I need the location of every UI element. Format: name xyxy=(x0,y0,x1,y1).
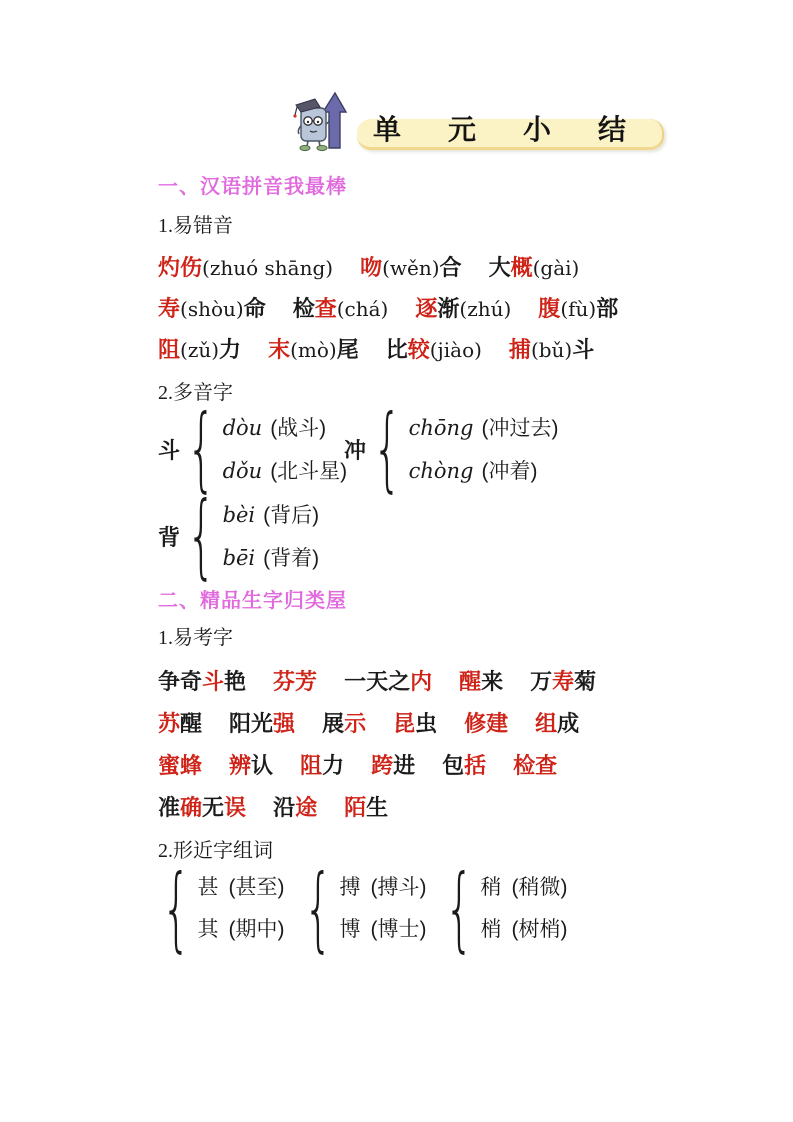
hanzi-segment: 途 xyxy=(295,795,318,820)
group-entries xyxy=(198,868,285,950)
word-item xyxy=(158,795,246,820)
entry-word: (甚至) xyxy=(228,876,285,899)
pinyin-segment: (zǔ) xyxy=(180,338,220,362)
hanzi-segment: 无 xyxy=(202,795,225,820)
entry-word: (树梢) xyxy=(511,918,568,941)
hanzi-segment: 一天之 xyxy=(344,669,411,694)
pinyin-segment: (jiào) xyxy=(429,338,482,362)
hanzi-segment: 阻 xyxy=(300,753,323,778)
lead-character: 背 xyxy=(158,524,181,550)
hanzi-segment: 比 xyxy=(385,337,408,362)
word-item xyxy=(464,711,508,736)
word-item xyxy=(513,753,557,778)
entry-word: (期中) xyxy=(228,918,285,941)
pinyin-segment: (gài) xyxy=(532,256,580,280)
word-item xyxy=(273,795,317,820)
entry-character: 甚 xyxy=(197,876,219,899)
hanzi-segment: 组 xyxy=(535,711,558,736)
word-item xyxy=(273,669,317,694)
word-item xyxy=(322,711,366,736)
entry-word: (搏斗) xyxy=(370,876,427,899)
word-item xyxy=(158,255,333,280)
pinyin-segment: (bǔ) xyxy=(530,338,573,362)
duoyinzi-group-bei xyxy=(158,482,320,589)
word-item xyxy=(229,753,273,778)
entry-character: 其 xyxy=(197,918,219,941)
word-item xyxy=(386,337,482,362)
group-entry xyxy=(481,910,568,952)
hanzi-segment: 概 xyxy=(510,255,533,280)
hanzi-segment: 检 xyxy=(292,296,315,321)
hanzi-segment: 部 xyxy=(596,296,619,321)
group-entries xyxy=(223,408,348,490)
hanzi-segment: 逐 xyxy=(415,296,438,321)
hanzi-segment: 较 xyxy=(407,337,430,362)
group-entry xyxy=(481,868,568,910)
hanzi-segment: 误 xyxy=(224,795,247,820)
hanzi-segment: 命 xyxy=(243,296,266,321)
title-text: 单 元 小 结 xyxy=(373,115,647,146)
word-item xyxy=(509,337,594,362)
group-entry xyxy=(223,408,348,451)
hanzi-segment: 示 xyxy=(344,711,367,736)
entry-pinyin: chōng xyxy=(408,416,474,440)
word-item xyxy=(459,669,503,694)
mascot-icon xyxy=(293,88,355,154)
hanzi-segment: 合 xyxy=(439,255,462,280)
title-banner xyxy=(357,115,664,150)
brace-glyph: { xyxy=(303,855,333,962)
hanzi-segment: 渐 xyxy=(437,296,460,321)
word-item xyxy=(158,711,202,736)
hanzi-segment: 准 xyxy=(158,795,181,820)
word-item xyxy=(158,753,202,778)
lead-character: 冲 xyxy=(344,437,367,463)
hanzi-segment: 昆 xyxy=(393,711,416,736)
hanzi-segment: 寿 xyxy=(552,669,575,694)
pinyin-segment: (fù) xyxy=(560,297,597,321)
entry-pinyin: dòu xyxy=(222,416,263,440)
hanzi-segment: 大 xyxy=(488,255,511,280)
group-entry xyxy=(409,408,559,451)
hanzi-segment: 阳光 xyxy=(229,711,274,736)
section2-sub2-label: 2.形近字组词 xyxy=(158,840,273,862)
section2-heading: 二、精品生字归类屋 xyxy=(158,590,347,612)
entry-character: 博 xyxy=(339,918,361,941)
hanzi-segment: 阻 xyxy=(158,337,181,362)
brace-glyph: { xyxy=(372,395,402,502)
word-item xyxy=(300,753,344,778)
hanzi-segment: 吻 xyxy=(360,255,383,280)
section1-heading: 一、汉语拼音我最棒 xyxy=(158,176,347,198)
char-row-1 xyxy=(158,665,596,696)
section2-sub1-label: 1.易考字 xyxy=(158,627,233,649)
entry-word: (冲过去) xyxy=(481,417,559,440)
hanzi-segment: 末 xyxy=(268,337,291,362)
word-item xyxy=(371,753,415,778)
entry-pinyin: chòng xyxy=(408,459,474,483)
brace-glyph: { xyxy=(186,482,216,589)
hanzi-segment: 蜜蜂 xyxy=(158,753,203,778)
hanzi-segment: 寿 xyxy=(158,296,181,321)
hanzi-segment: 括 xyxy=(464,753,487,778)
entry-word: (背着) xyxy=(263,547,320,570)
hanzi-segment: 苏 xyxy=(158,711,181,736)
duoyinzi-group-chong xyxy=(344,395,559,502)
word-item xyxy=(268,337,359,362)
group-entries xyxy=(223,495,320,577)
word-item xyxy=(393,711,437,736)
group-entry xyxy=(223,495,320,538)
hanzi-segment: 强 xyxy=(273,711,296,736)
entry-character: 稍 xyxy=(480,876,502,899)
brace-glyph: { xyxy=(444,855,474,962)
hanzi-segment: 跨 xyxy=(371,753,394,778)
word-item xyxy=(158,337,241,362)
section1-sub2-label: 2.多音字 xyxy=(158,382,233,404)
hanzi-segment: 醒 xyxy=(459,669,482,694)
entry-pinyin: bèi xyxy=(222,503,256,527)
hanzi-segment: 陌 xyxy=(344,795,367,820)
char-row-4 xyxy=(158,791,388,822)
hanzi-segment: 斗 xyxy=(572,337,595,362)
hanzi-segment: 菊 xyxy=(574,669,597,694)
hanzi-segment: 捕 xyxy=(508,337,531,362)
brace-glyph: { xyxy=(161,855,191,962)
pinyin-segment: (shòu) xyxy=(180,297,244,321)
entry-pinyin: dǒu xyxy=(222,459,263,483)
group-entries xyxy=(409,408,559,490)
group-entry xyxy=(198,910,285,952)
hanzi-segment: 辨 xyxy=(229,753,252,778)
pinyin-segment: (mò) xyxy=(290,338,337,362)
pinyin-segment: (wěn) xyxy=(382,256,440,280)
word-item xyxy=(158,296,266,321)
entry-word: (稍微) xyxy=(511,876,568,899)
pinyin-row-1 xyxy=(158,251,579,282)
word-item xyxy=(344,669,432,694)
hanzi-segment: 万 xyxy=(530,669,553,694)
group-entry xyxy=(198,868,285,910)
hanzi-segment: 包 xyxy=(442,753,465,778)
hanzi-segment: 腹 xyxy=(538,296,561,321)
word-item xyxy=(360,255,461,280)
word-item xyxy=(538,296,618,321)
group-entries xyxy=(340,868,427,950)
word-item xyxy=(415,296,511,321)
pinyin-row-3 xyxy=(158,333,594,364)
hanzi-segment: 查 xyxy=(314,296,337,321)
group-entry xyxy=(223,538,320,581)
duoyinzi-group-dou xyxy=(158,395,348,502)
hanzi-segment: 检查 xyxy=(513,753,558,778)
group-entries xyxy=(481,868,568,950)
hanzi-segment: 成 xyxy=(557,711,580,736)
word-item xyxy=(229,711,295,736)
word-item xyxy=(293,296,389,321)
word-item xyxy=(535,711,579,736)
entry-pinyin: bēi xyxy=(222,546,256,570)
lead-character: 斗 xyxy=(158,437,181,463)
hanzi-segment: 尾 xyxy=(336,337,359,362)
group-entry xyxy=(409,451,559,494)
entry-word: (背后) xyxy=(263,504,320,527)
hanzi-segment: 展 xyxy=(322,711,345,736)
hanzi-segment: 认 xyxy=(251,753,274,778)
hanzi-segment: 醒 xyxy=(180,711,203,736)
pinyin-row-2 xyxy=(158,292,618,323)
hanzi-segment: 灼伤 xyxy=(158,255,203,280)
pinyin-segment: (chá) xyxy=(336,297,389,321)
hanzi-segment: 确 xyxy=(180,795,203,820)
hanzi-segment: 来 xyxy=(481,669,504,694)
hanzi-segment: 力 xyxy=(219,337,242,362)
xingjinzi-group-2 xyxy=(297,855,427,962)
hanzi-segment: 力 xyxy=(322,753,345,778)
entry-word: (冲着) xyxy=(481,460,538,483)
hanzi-segment: 虫 xyxy=(415,711,438,736)
hanzi-segment: 艳 xyxy=(224,669,247,694)
hanzi-segment: 芬芳 xyxy=(273,669,318,694)
word-item xyxy=(442,753,486,778)
hanzi-segment: 斗 xyxy=(202,669,225,694)
group-entry xyxy=(340,868,427,910)
hanzi-segment: 沿 xyxy=(273,795,296,820)
section1-sub1-label: 1.易错音 xyxy=(158,215,233,237)
xingjinzi-group-3 xyxy=(438,855,568,962)
pinyin-segment: (zhuó shāng) xyxy=(202,256,334,280)
xingjinzi-group-1 xyxy=(155,855,285,962)
word-item xyxy=(489,255,580,280)
entry-word: (博士) xyxy=(370,918,427,941)
brace-glyph: { xyxy=(186,395,216,502)
group-entry xyxy=(340,910,427,952)
word-item xyxy=(344,795,388,820)
hanzi-segment: 生 xyxy=(366,795,389,820)
entry-character: 梢 xyxy=(480,918,502,941)
entry-word: (北斗星) xyxy=(270,460,348,483)
entry-character: 搏 xyxy=(339,876,361,899)
entry-word: (战斗) xyxy=(270,417,327,440)
page-title xyxy=(293,88,664,154)
pinyin-segment: (zhú) xyxy=(459,297,512,321)
hanzi-segment: 进 xyxy=(393,753,416,778)
hanzi-segment: 内 xyxy=(410,669,433,694)
hanzi-segment: 争奇 xyxy=(158,669,203,694)
group-entry xyxy=(223,451,348,494)
char-row-3 xyxy=(158,749,557,780)
word-item xyxy=(530,669,596,694)
char-row-2 xyxy=(158,707,579,738)
word-item xyxy=(158,669,246,694)
hanzi-segment: 修建 xyxy=(464,711,509,736)
